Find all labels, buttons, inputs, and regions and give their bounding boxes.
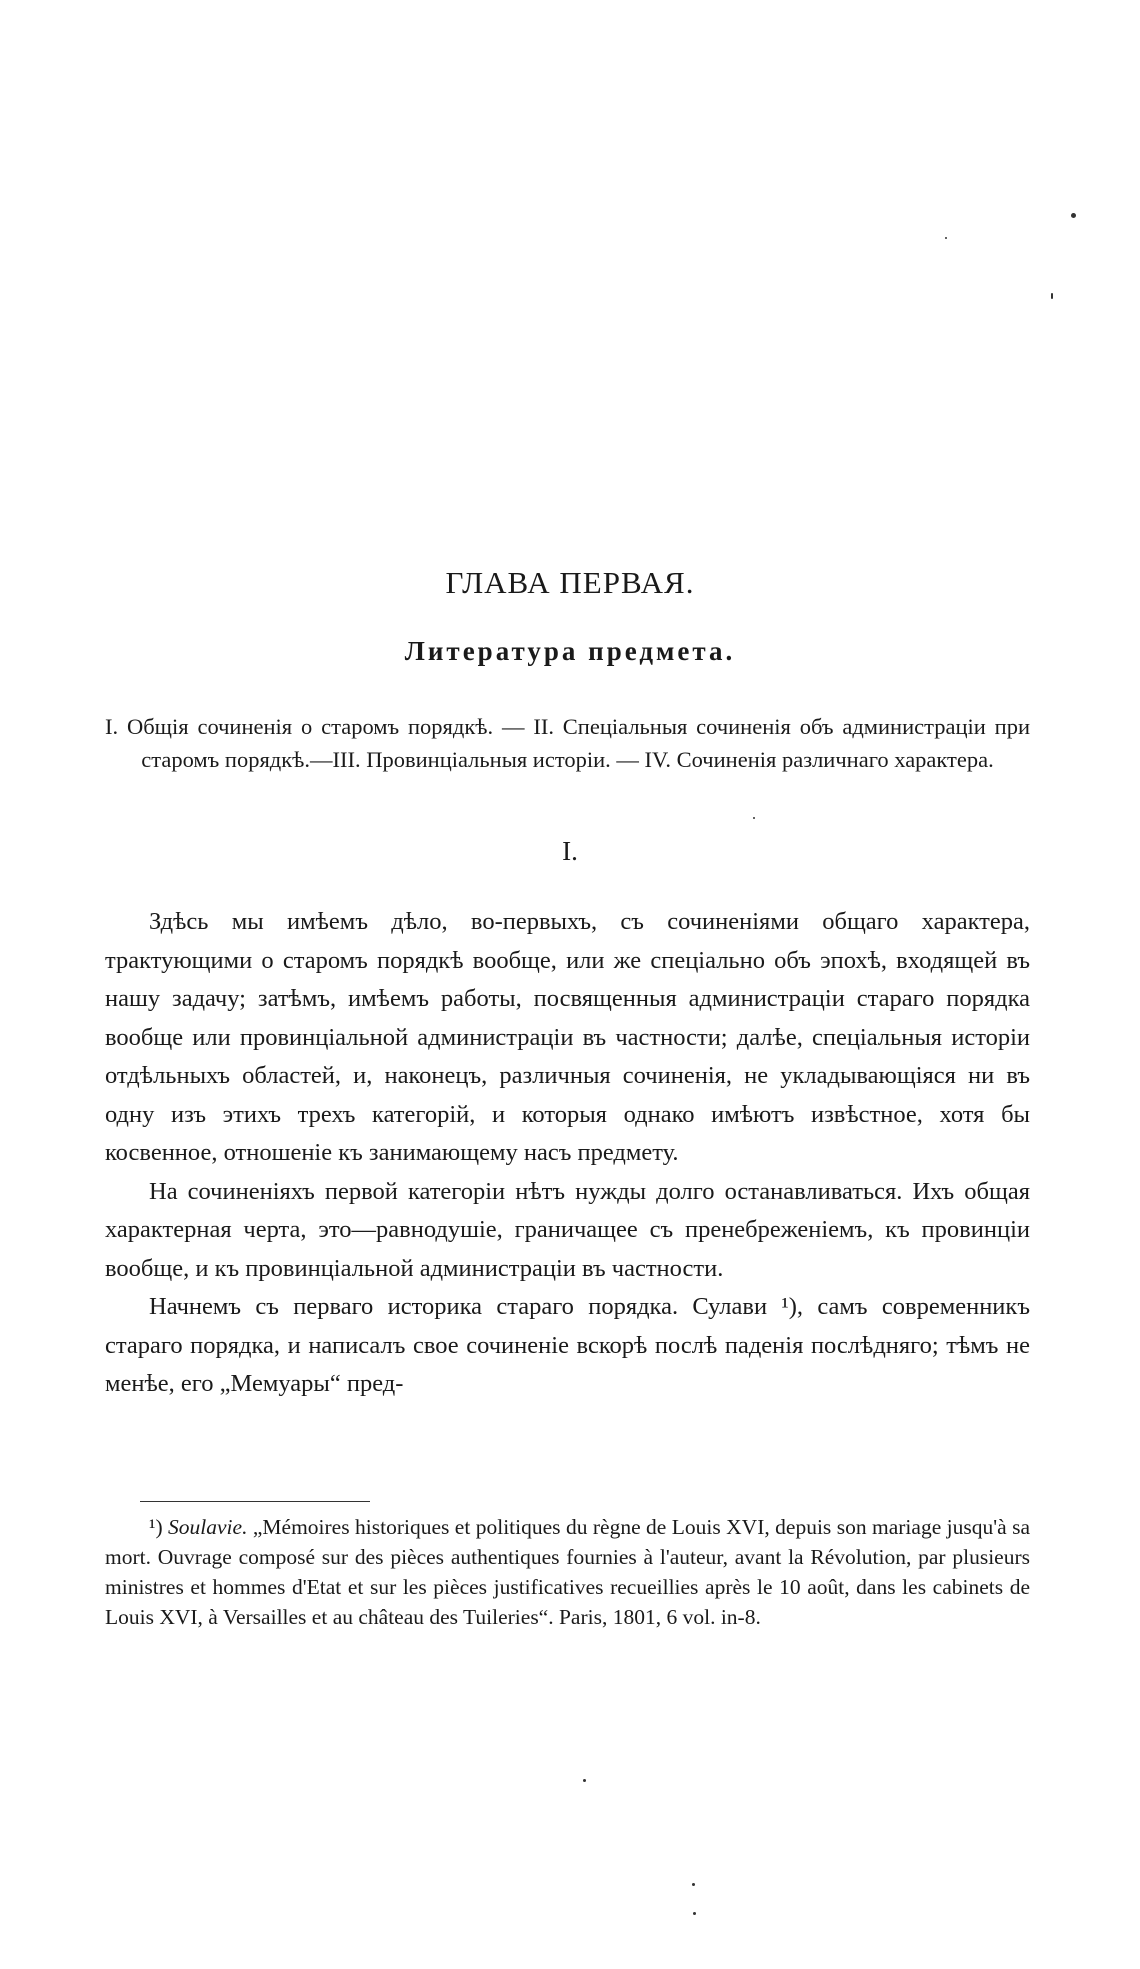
paragraph: Здѣсь мы имѣемъ дѣло, во-первыхъ, съ сочиненіями общаго характера, трактующими о старомъ порядкѣ вообще, или же спеціально объ эпохѣ, входящей въ нашу задачу; затѣмъ, имѣемъ работы, посвященныя администраціи стараго порядка вообще или провинціальной администраціи въ частности; далѣе, спеціальныя исторіи отдѣльныхъ областей, и, наконецъ, различныя сочиненія, не укладывающіяся ни въ одну изъ этихъ трехъ категорій, и которыя однако имѣютъ извѣстное, хотя бы косвенное, отношеніе къ занимающему насъ предмету. [105, 908, 1030, 1166]
scan-speck [693, 1912, 696, 1915]
scan-speck [945, 237, 947, 239]
paragraph: Начнемъ съ перваго историка стараго порядка. Сулави ¹), самъ современникъ стараго порядка, и написалъ свое сочиненіе вскорѣ послѣ паденія послѣдняго; тѣмъ не менѣе, его „Мемуары“ пред- [105, 1293, 1030, 1397]
scan-speck [1051, 293, 1053, 299]
paragraph: На сочиненіяхъ первой категоріи нѣтъ нужды долго останавливаться. Ихъ общая характерная черта, это—равнодушіе, граничащее съ пренебреженіемъ, къ провинціи вообще, и къ провинціальной администраціи въ частности. [105, 1177, 1030, 1282]
footnote [105, 1512, 1030, 1632]
section-number: I. [562, 836, 578, 866]
scan-speck [753, 817, 755, 819]
chapter-summary: I. Общія сочиненія о старомъ порядкѣ. — II. Спеціальныя сочиненія объ администраціи при старомъ порядкѣ.—III. Провинціальныя исторіи. — IV. Сочиненія различнаго характера. [105, 714, 1030, 772]
footnote-divider [140, 1501, 370, 1502]
footnote-text: „Mémoires historiques et politiques du règne de Louis XVI, depuis son mariage jusqu'à sa mort. Ouvrage composé sur des pièces authentiques fournies à l'auteur, avant la Révolution, par plusieurs ministres et hommes d'Etat et sur les pièces justificatives recueillies après le 10 août, dans les cabinets de Louis XVI, à Versailles et au château des Tuileries“. Paris, 1801, 6 vol. in-8. [105, 1515, 1030, 1629]
footnote-author: Soulavie. [168, 1515, 248, 1539]
body-text [105, 903, 1030, 1404]
chapter-title: ГЛАВА ПЕРВАЯ. [445, 565, 695, 600]
footnote-marker: ¹) [149, 1515, 163, 1539]
scan-speck [1071, 213, 1076, 218]
scan-speck [583, 1779, 586, 1782]
scan-speck [692, 1883, 695, 1886]
chapter-subtitle: Литература предмета. [404, 636, 736, 666]
